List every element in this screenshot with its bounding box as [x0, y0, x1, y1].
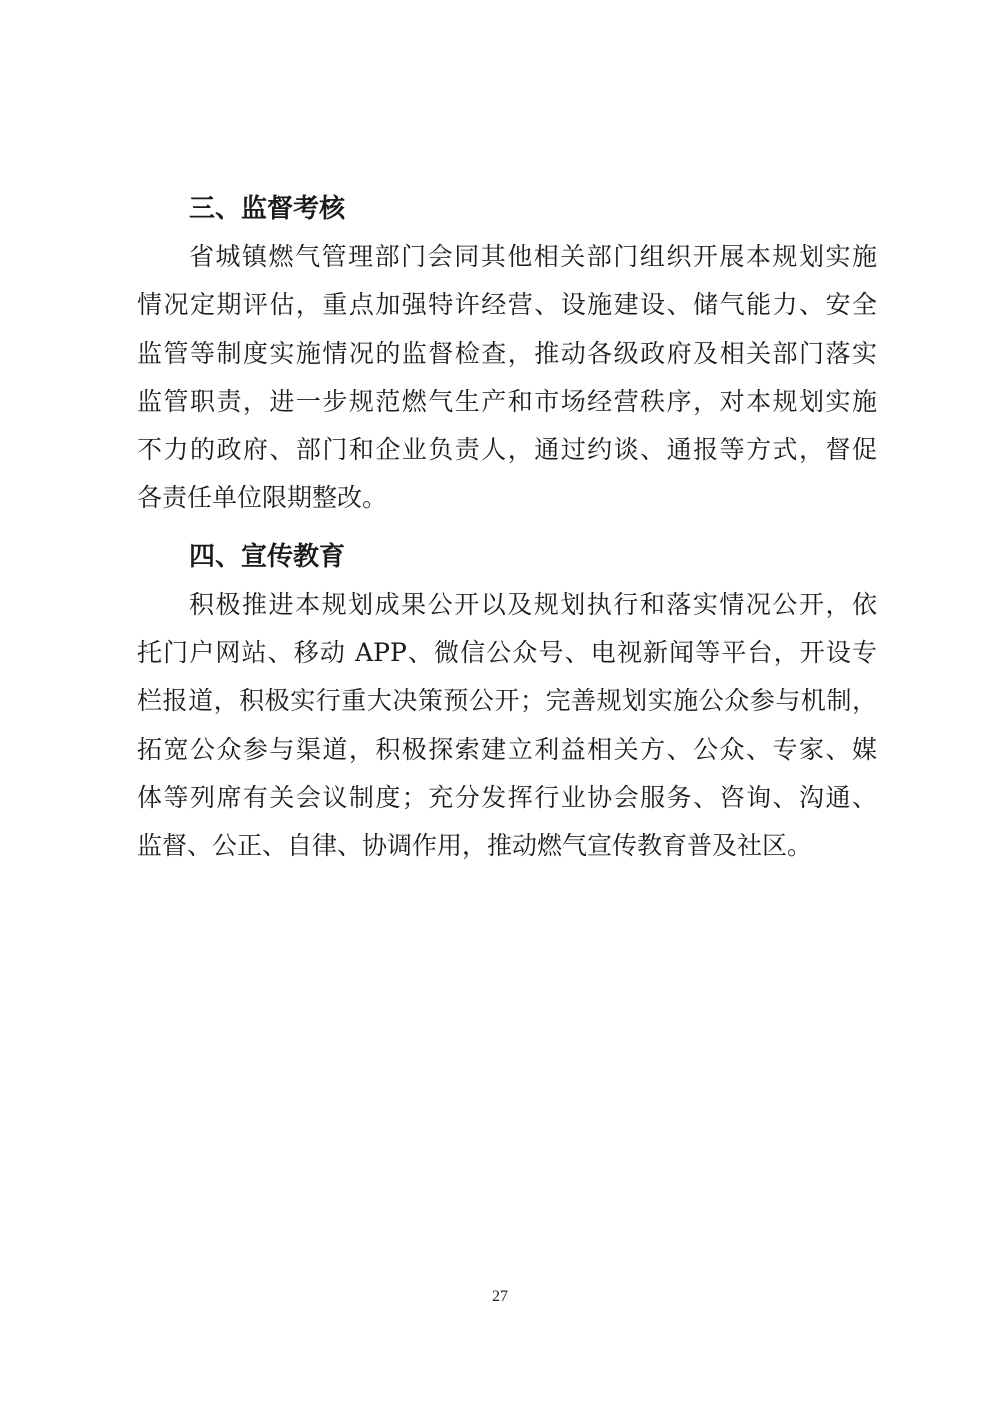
paragraph-line: 监管等制度实施情况的监督检查，推动各级政府及相关部门落实 [137, 338, 877, 368]
section-heading: 三、监督考核 [189, 194, 346, 224]
paragraph-line: 省城镇燃气管理部门会同其他相关部门组织开展本规划实施 [189, 242, 877, 271]
paragraph-line: 各责任单位限期整改。 [137, 483, 388, 513]
page-content [137, 185, 877, 871]
page-number: 27 [492, 1288, 508, 1305]
paragraph-line: 拓宽公众参与渠道，积极探索建立利益相关方、公众、专家、媒 [137, 734, 877, 764]
paragraph-line: 托门户网站、移动 APP、微信公众号、电视新闻等平台，开设专 [137, 638, 877, 668]
section-paragraph [137, 233, 877, 523]
section-supervision [137, 185, 877, 523]
paragraph-line: 监管职责，进一步规范燃气生产和市场经营秩序，对本规划实施 [137, 386, 877, 416]
paragraph-line: 体等列席有关会议制度；充分发挥行业协会服务、咨询、沟通、 [137, 782, 877, 812]
paragraph-line: 监督、公正、自律、协调作用，推动燃气宣传教育普及社区。 [137, 831, 813, 861]
paragraph-line: 积极推进本规划成果公开以及规划执行和落实情况公开，依 [189, 589, 877, 619]
paragraph-line: 栏报道，积极实行重大决策预公开；完善规划实施公众参与机制， [137, 686, 877, 716]
paragraph-line: 情况定期评估，重点加强特许经营、设施建设、储气能力、安全 [137, 290, 877, 320]
section-publicity [137, 533, 877, 871]
paragraph-line: 不力的政府、部门和企业负责人，通过约谈、通报等方式，督促 [137, 435, 877, 465]
section-paragraph [137, 581, 877, 871]
section-heading: 四、宣传教育 [189, 541, 346, 572]
